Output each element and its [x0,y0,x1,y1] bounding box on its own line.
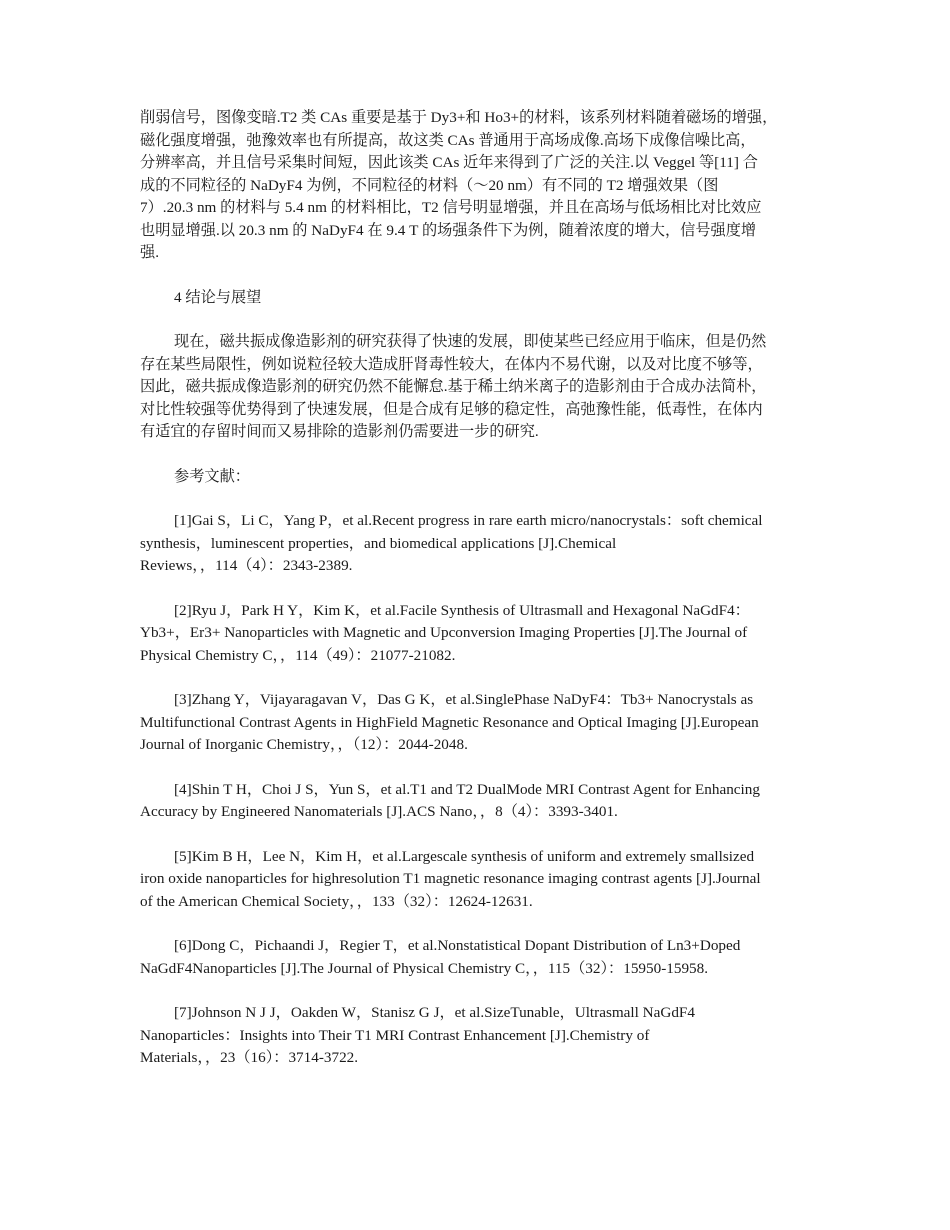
reference-item [140,779,812,824]
conclusion-paragraph [140,331,812,444]
reference-item [140,510,812,578]
text-line: Yb3+，Er3+ Nanoparticles with Magnetic and Upconversion Imaging Properties [J].The Journal of [140,624,748,641]
text-line: Accuracy by Engineered Nanomaterials [J].ACS Nano，，8（4）：3393-3401. [140,803,618,820]
text-line: 也明显增强.以 20.3 nm 的 NaDyF4 在 9.4 T 的场强条件下为例，随着浓度的增大，信号强度增 [140,221,757,239]
text-line: [4]Shin T H，Choi J S，Yun S，et al.T1 and T2 DualMode MRI Contrast Agent for Enhancing [174,780,760,798]
reference-item [140,935,812,980]
text-line: of the American Chemical Society，，133（32）：12624-12631. [140,892,533,910]
text-line: 成的不同粒径的 NaDyF4 为例，不同粒径的材料（～20 nm）有不同的 T2 增强效果（图 [140,176,719,194]
text-line: iron oxide nanoparticles for highresolution T1 magnetic resonance imaging contrast agents [J].Journal [140,870,761,887]
text-line: 存在某些局限性，例如说粒径较大造成肝肾毒性较大，在体内不易代谢，以及对比度不够等， [140,355,763,373]
text-line: Physical Chemistry C，，114（49）：21077-21082. [140,646,456,664]
text-line: 7）.20.3 nm 的材料与 5.4 nm 的材料相比，T2 信号明显增强，并且在高场与低场相比对比效应 [140,199,762,216]
text-line: NaGdF4Nanoparticles [J].The Journal of Physical Chemistry C，，115（32）：15950-15958. [140,959,709,977]
text-line: 磁化强度增强，弛豫效率也有所提高，故这类 CAs 普通用于高场成像.高场下成像信噪比高， [140,131,756,149]
text-line: 有适宜的存留时间而又易排除的造影剂仍需要进一步的研究. [140,423,539,440]
text-line: [5]Kim B H，Lee N，Kim H，et al.Largescale synthesis of uniform and extremely smallsized [174,847,755,865]
text-line: Materials，，23（16）：3714-3722. [140,1049,359,1066]
intro-paragraph [140,107,812,265]
text-line: 对比性较强等优势得到了快速发展，但是合成有足够的稳定性，高弛豫性能，低毒性，在体内 [140,400,763,418]
text-line: Nanoparticles：Insights into Their T1 MRI Contrast Enhancement [J].Chemistry of [140,1026,650,1044]
reference-item [140,600,812,668]
text-line: 因此，磁共振成像造影剂的研究仍然不能懈怠.基于稀土纳米离子的造影剂由于合成办法简朴， [140,378,767,395]
references-heading: 参考文献： [174,467,250,485]
text-line: [2]Ryu J，Park H Y，Kim K，et al.Facile Synthesis of Ultrasmall and Hexagonal NaGdF4： [174,601,750,619]
document-page [140,107,812,1070]
text-line: 削弱信号，图像变暗.T2 类 CAs 重要是基于 Dy3+和 Ho3+的材料，该系列材料随着磁场的增强， [140,109,778,126]
text-line: 现在，磁共振成像造影剂的研究获得了快速的发展，即使某些已经应用于临床，但是仍然 [174,333,767,350]
section-heading: 4 结论与展望 [174,288,262,306]
text-line: 强. [140,244,159,261]
reference-item [140,846,812,914]
reference-item [140,689,812,757]
text-line: Journal of Inorganic Chemistry，，（12）：2044-2048. [140,736,468,753]
text-line: 分辨率高，并且信号采集时间短，因此该类 CAs 近年来得到了广泛的关注.以 Veggel 等[11] 合 [140,154,758,171]
text-line: synthesis，luminescent properties，and biomedical applications [J].Chemical [140,534,617,552]
text-line: [7]Johnson N J J，Oakden W，Stanisz G J，et al.SizeTunable，Ultrasmall NaGdF4 [174,1004,695,1021]
text-line: Multifunctional Contrast Agents in HighField Magnetic Resonance and Optical Imaging [J].European [140,713,759,731]
text-line: [1]Gai S，Li C，Yang P，et al.Recent progress in rare earth micro/nanocrystals：soft chemical [174,512,763,529]
text-line: [3]Zhang Y，Vijayaragavan V，Das G K，et al.SinglePhase NaDyF4：Tb3+ Nanocrystals as [174,691,754,708]
text-line: Reviews，，114（4）：2343-2389. [140,557,353,574]
reference-item [140,1002,812,1070]
text-line: [6]Dong C，Pichaandi J，Regier T，et al.Nonstatistical Dopant Distribution of Ln3+Doped [174,937,741,954]
